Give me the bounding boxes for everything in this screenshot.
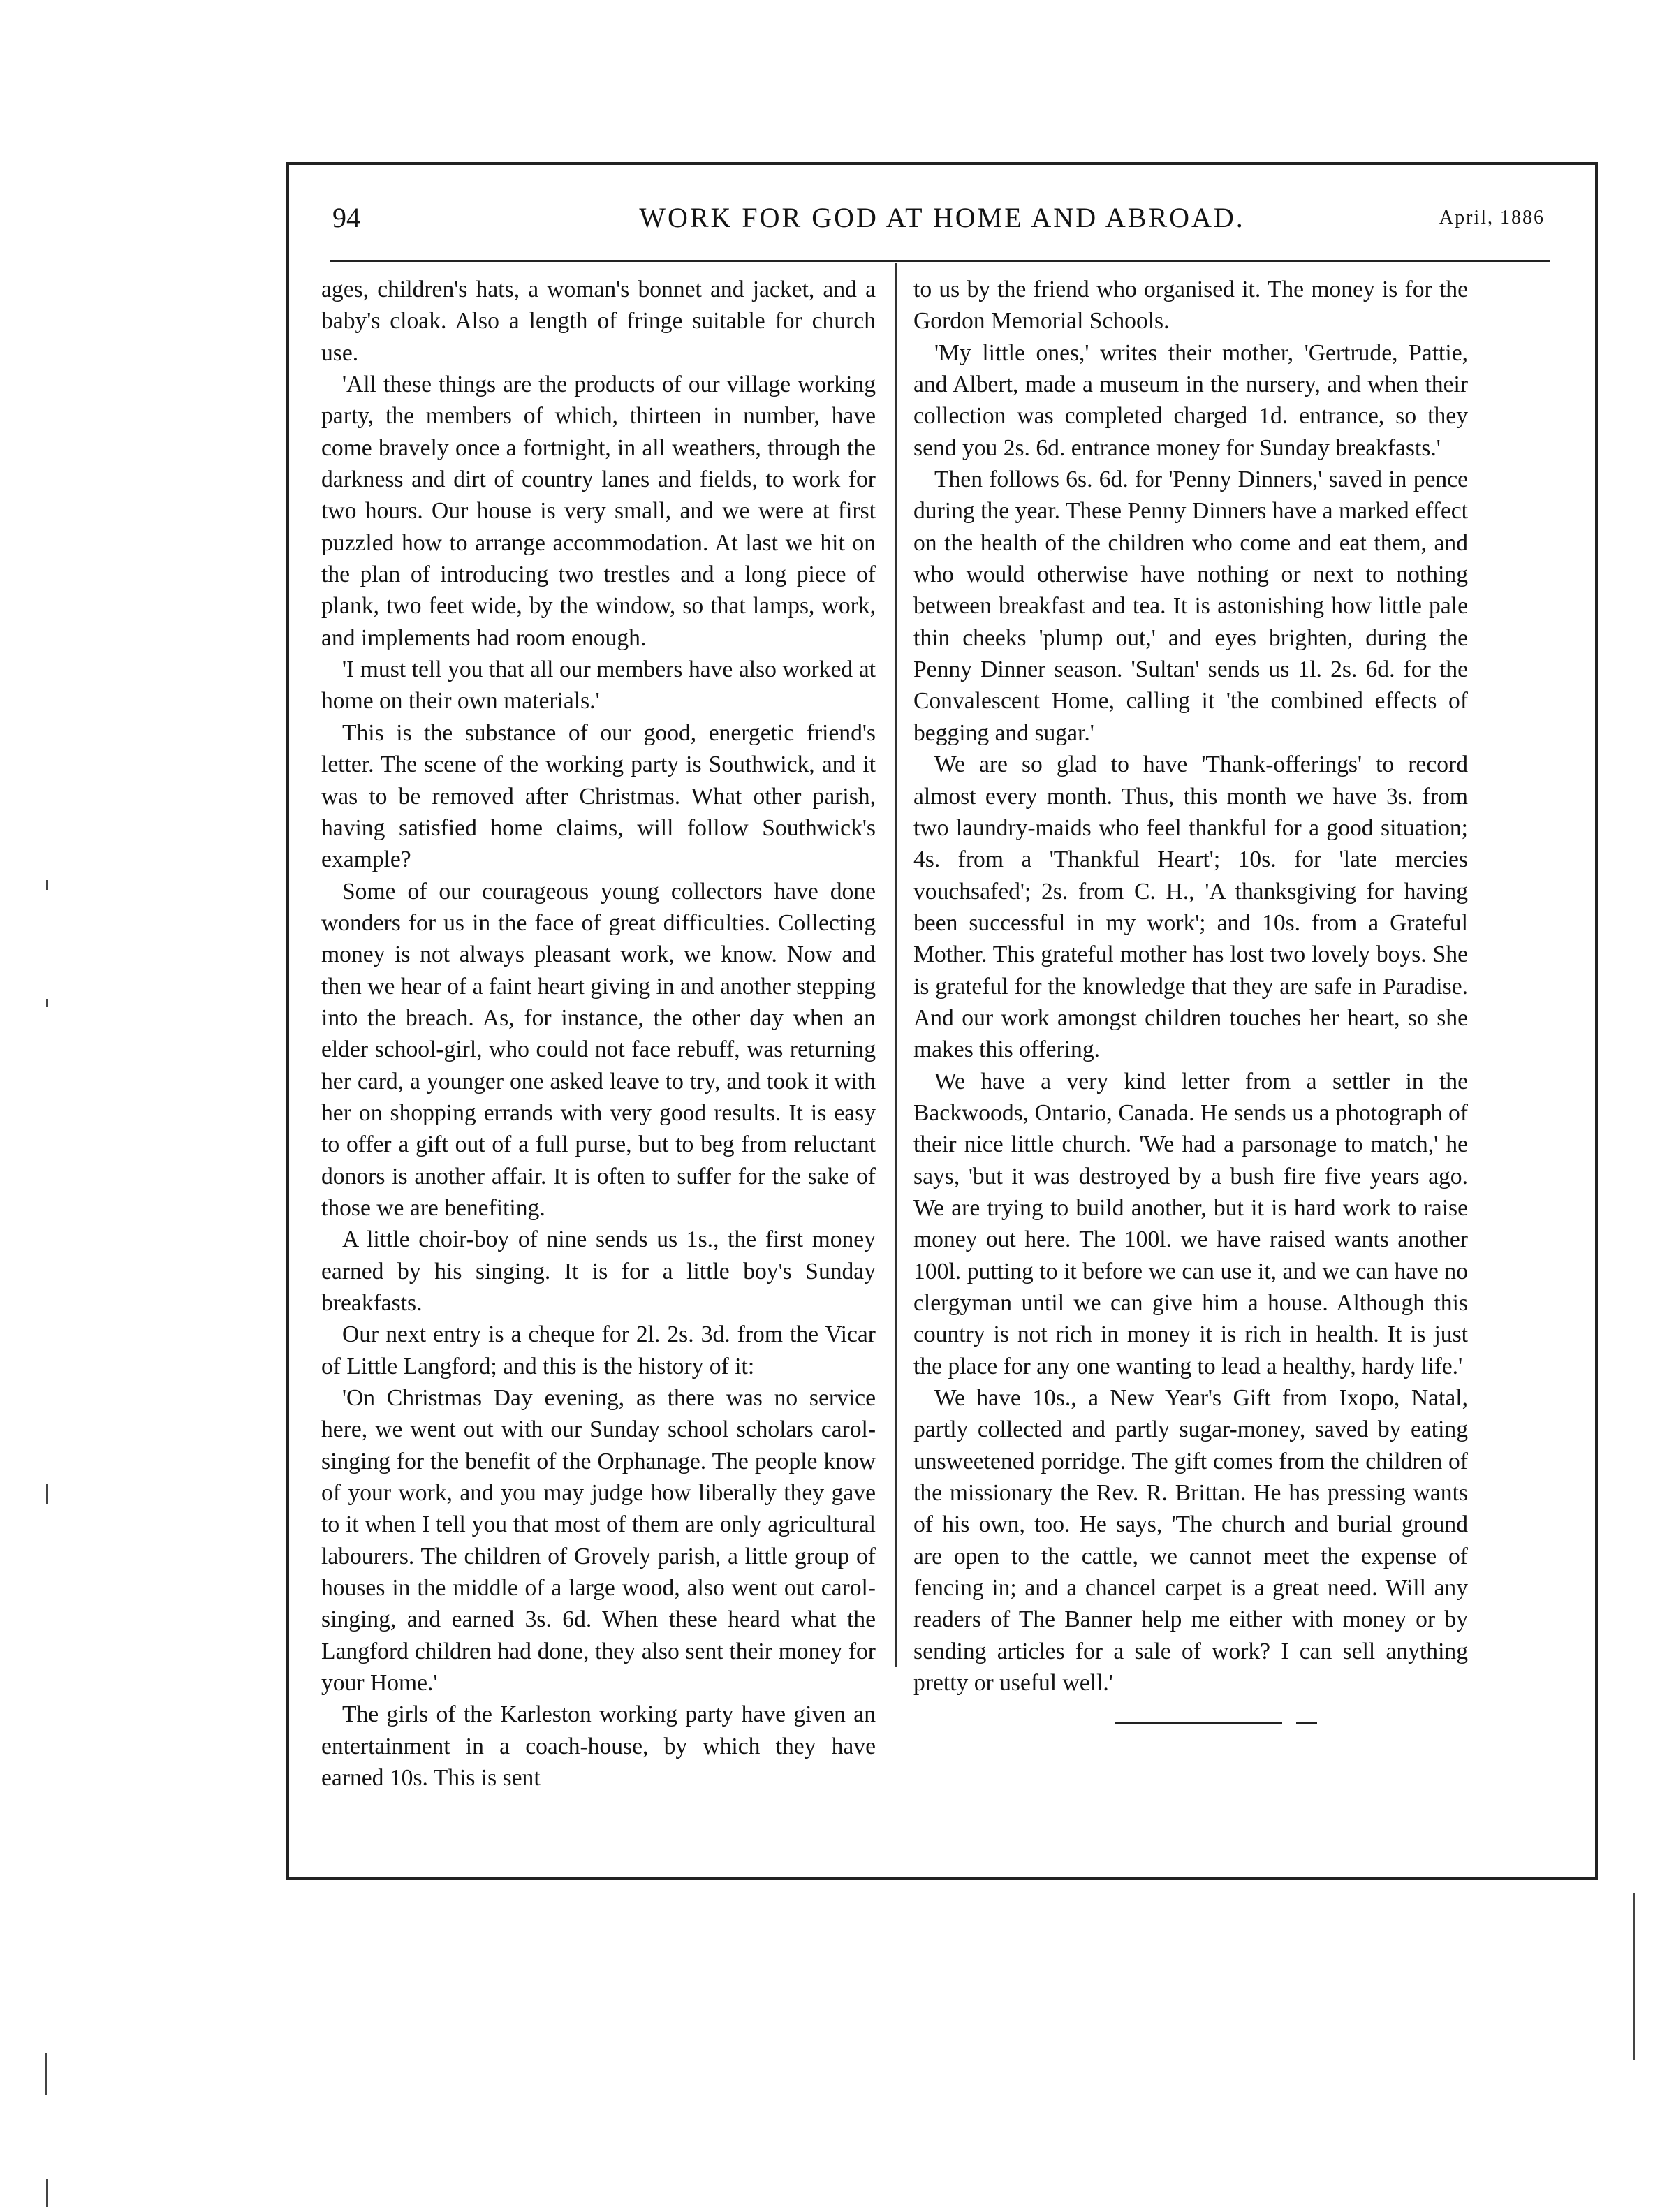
paragraph: We are so glad to have 'Thank-offerings' to record almost every month. Thus, this month we have 3s. from two laundry-maids who feel thankful for a good situation; 4s. from a 'Thankful Heart'; 10s. for 'late mercies vouchsafed'; 2s. from C. H., 'A thanksgiving for having been successful in my work'; and 10s. from a Grateful Mother. This grateful mother has lost two lovely boys. She is grateful for the knowledge that they are safe in Paradise. And our work amongst children touches her heart, so she makes this offering. bbox=[913, 752, 1468, 1063]
paragraph: Then follows 6s. 6d. for 'Penny Dinners,' saved in pence during the year. These Penny Dinners have a marked effect on the health of the children who come and eat them, and who would otherwise have nothing or next to nothing between breakfast and tea. It is astonishing how little pale thin cheeks 'plump out,' and eyes brighten, during the Penny Dinner season. 'Sultan' sends us 1l. 2s. 6d. for the Convalescent Home, calling it 'the combined effects of begging and sugar.' bbox=[913, 467, 1468, 746]
paragraph: ages, children's hats, a woman's bonnet and jacket, and a baby's cloak. Also a length of fringe suitable for church use. bbox=[321, 277, 876, 366]
issue-date: April, 1886 bbox=[1439, 207, 1545, 228]
scan-speck bbox=[46, 999, 48, 1007]
scan-edge-mark bbox=[1633, 1893, 1635, 2060]
paragraph: 'On Christmas Day evening, as there was no service here, we went out with our Sunday school scholars carol-singing for the benefit of the Orphanage. The people know of your work, and you may judge how liberally they gave to it when I tell you that most of them are only agricultural labourers. The children of Grovely parish, a little group of houses in the middle of a large wood, also went out carol-singing, and earned 3s. 6d. When these heard what the Langford children had done, they also sent their money for your Home.' bbox=[321, 1385, 876, 1697]
section-end-rule bbox=[1115, 1722, 1317, 1725]
running-header bbox=[289, 201, 1595, 250]
scan-speck bbox=[45, 2053, 47, 2095]
header-rule bbox=[330, 260, 1550, 262]
running-title: WORK FOR GOD AT HOME AND ABROAD. bbox=[639, 202, 1245, 233]
scan-speck bbox=[46, 1484, 48, 1504]
paragraph: A little choir-boy of nine sends us 1s., the first money earned by his singing. It is for a little boy's Sunday breakfasts. bbox=[321, 1226, 876, 1316]
paragraph: 'All these things are the products of our village working party, the members of which, thirteen in number, have come bravely once a fortnight, in all weathers, through the darkness and dirt of country lanes and fields, to work for two hours. Our house is very small, and we were at first puzzled how to arrange accommodation. At last we hit on the plan of introducing two trestles and a long piece of plank, two feet wide, by the window, so that lamps, work, and implements had room enough. bbox=[321, 372, 876, 651]
paragraph: The girls of the Karleston working party have given an entertainment in a coach-house, by which they have earned 10s. This is sent bbox=[321, 1701, 876, 1792]
page-frame bbox=[286, 162, 1598, 1880]
paragraph: We have a very kind letter from a settler in the Backwoods, Ontario, Canada. He sends us a photograph of their nice little church. 'We had a parsonage to match,' he says, 'but it was destroyed by a bush fire five years ago. We are trying to build another, but it is hard work to raise money out here. The 100l. we have raised wants another 100l. putting to it before we can use it, and we can have no clergyman until we can give him a house. Although this country is not rich in money it is rich in health. It is just the place for any one wanting to lead a healthy, hardy life.' bbox=[913, 1068, 1468, 1379]
right-column bbox=[913, 274, 1468, 1725]
paragraph: Some of our courageous young collectors have done wonders for us in the face of great difficulties. Collecting money is not always pleasant work, we know. Now and then we hear of a faint heart giving in and another stepping into the breach. As, for instance, the other day when an elder school-girl, who could not face rebuff, was returning her card, a younger one asked leave to try, and took it with her on shopping errands with very good results. It is easy to offer a gift out of a full purse, but to beg from reluctant donors is another affair. It is often to suffer for the sake of those we are benefiting. bbox=[321, 878, 876, 1221]
paragraph: 'My little ones,' writes their mother, 'Gertrude, Pattie, and Albert, made a museum in the nursery, and when their collection was completed charged 1d. entrance, so they send you 2s. 6d. entrance money for Sunday breakfasts.' bbox=[913, 339, 1468, 461]
paragraph: Our next entry is a cheque for 2l. 2s. 3d. from the Vicar of Little Langford; and this is the history of it: bbox=[321, 1321, 876, 1379]
paragraph: to us by the friend who organised it. The money is for the Gordon Memorial Schools. bbox=[913, 277, 1468, 335]
column-divider bbox=[895, 263, 897, 1667]
left-column bbox=[321, 274, 876, 1794]
page-number: 94 bbox=[332, 202, 360, 233]
paragraph: 'I must tell you that all our members have also worked at home on their own materials.' bbox=[321, 657, 876, 715]
scan-speck bbox=[46, 880, 48, 890]
paragraph: This is the substance of our good, energetic friend's letter. The scene of the working party is Southwick, and it was to be removed after Christmas. What other parish, having satisfied home claims, will follow Southwick's example? bbox=[321, 719, 876, 873]
scan-speck bbox=[46, 2179, 48, 2207]
paragraph: We have 10s., a New Year's Gift from Ixopo, Natal, partly collected and partly sugar-money, saved by eating unsweetened porridge. The gift comes from the children of the missionary the Rev. R. Brittan. He has pressing wants of his own, too. He says, 'The church and burial ground are open to the cattle, we cannot meet the expense of fencing in; and a chancel carpet is a great need. Will any readers of The Banner help me either with money or by sending articles for a sale of work? I can sell anything pretty or useful well.' bbox=[913, 1385, 1468, 1697]
